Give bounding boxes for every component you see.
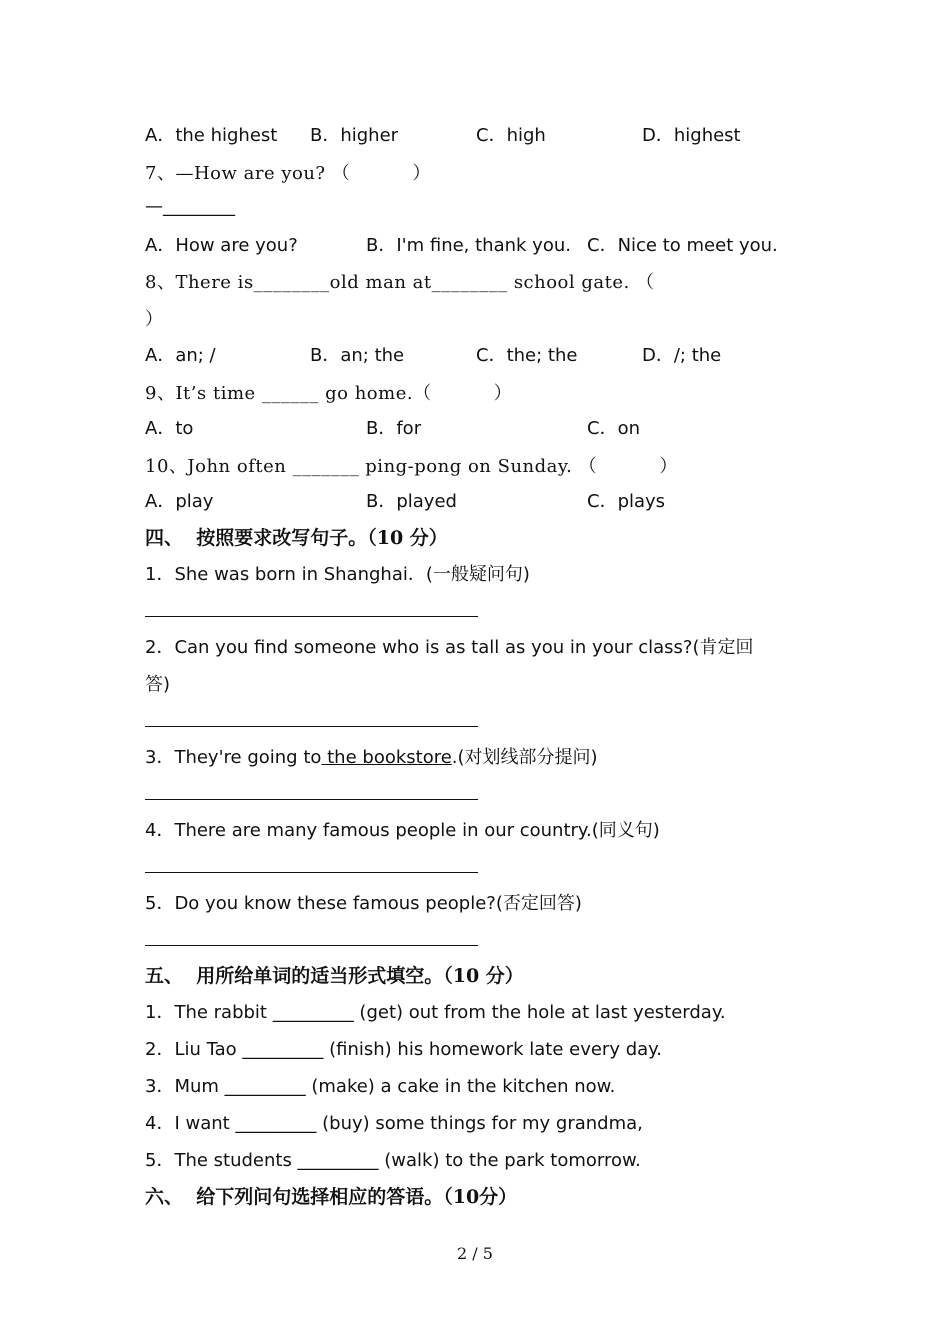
section-4-title: 四、 按照要求改写句子。（10 分） xyxy=(145,527,448,549)
q7-answer-line: —________ xyxy=(145,196,235,217)
page-number: 2 / 5 xyxy=(457,1244,493,1263)
s4-item-3-after: .(对划线部分提问) xyxy=(451,747,598,768)
s4-item-2-line-1: 2．Can you find someone who is as tall as you in your class?(肯定回 xyxy=(145,637,754,658)
q7-option-b: B．I'm fine, thank you. xyxy=(366,235,571,256)
section-5-title: 五、 用所给单词的适当形式填空。（10 分） xyxy=(145,965,524,987)
s4-item-3-before: 3．They're going to xyxy=(145,747,322,768)
q8-option-a: A．an; / xyxy=(145,345,216,366)
q7-option-c: C．Nice to meet you. xyxy=(587,235,778,256)
s4-item-1: 1．She was born in Shanghai．(一般疑问句) xyxy=(145,564,530,585)
q9-stem: 9、It’s time ______ go home.（ ） xyxy=(145,383,513,404)
s4-item-5: 5．Do you know these famous people?(否定回答) xyxy=(145,893,582,914)
q9-option-b: B．for xyxy=(366,418,422,439)
s4-answer-line-4 xyxy=(145,872,478,873)
s4-answer-line-3 xyxy=(145,799,478,800)
s5-item-5: 5．The students _________ (walk) to the park tomorrow. xyxy=(145,1150,641,1171)
q8-stem: 8、There is________old man at________ school gate. （ xyxy=(145,272,655,293)
s4-item-3-underlined: the bookstore xyxy=(321,747,452,768)
q8-option-d: D．/; the xyxy=(642,345,722,366)
q6-option-c: C．high xyxy=(476,125,546,146)
s4-answer-line-5 xyxy=(145,945,478,946)
s5-item-4: 4．I want _________ (buy) some things for my grandma, xyxy=(145,1113,643,1134)
q10-option-c: C．plays xyxy=(587,491,666,512)
s5-item-3: 3．Mum _________ (make) a cake in the kitchen now. xyxy=(145,1076,616,1097)
q7-stem: 7、—How are you? （ ） xyxy=(145,163,432,184)
q6-option-a: A．the highest xyxy=(145,125,278,146)
s4-item-3 xyxy=(145,743,598,769)
q7-option-a: A．How are you? xyxy=(145,235,298,256)
s5-item-1: 1．The rabbit _________ (get) out from the hole at last yesterday. xyxy=(145,1002,726,1023)
s4-answer-line-2 xyxy=(145,726,478,727)
q10-option-b: B．played xyxy=(366,491,457,512)
s4-item-2-line-2: 答) xyxy=(145,674,171,695)
q9-option-a: A．to xyxy=(145,418,194,439)
section-6-title: 六、 给下列问句选择相应的答语。（10分） xyxy=(145,1186,518,1208)
s4-answer-line-1 xyxy=(145,616,478,617)
q8-stem-continued: ） xyxy=(145,309,164,330)
q8-option-c: C．the; the xyxy=(476,345,578,366)
q8-option-b: B．an; the xyxy=(310,345,405,366)
q6-option-b: B．higher xyxy=(310,125,399,146)
q10-option-a: A．play xyxy=(145,491,214,512)
s4-item-4: 4．There are many famous people in our country.(同义句) xyxy=(145,820,660,841)
q6-option-d: D．highest xyxy=(642,125,741,146)
s5-item-2: 2．Liu Tao _________ (finish) his homework late every day. xyxy=(145,1039,662,1060)
q10-stem: 10、John often _______ ping-pong on Sunday. （ ） xyxy=(145,456,678,477)
q9-option-c: C．on xyxy=(587,418,640,439)
